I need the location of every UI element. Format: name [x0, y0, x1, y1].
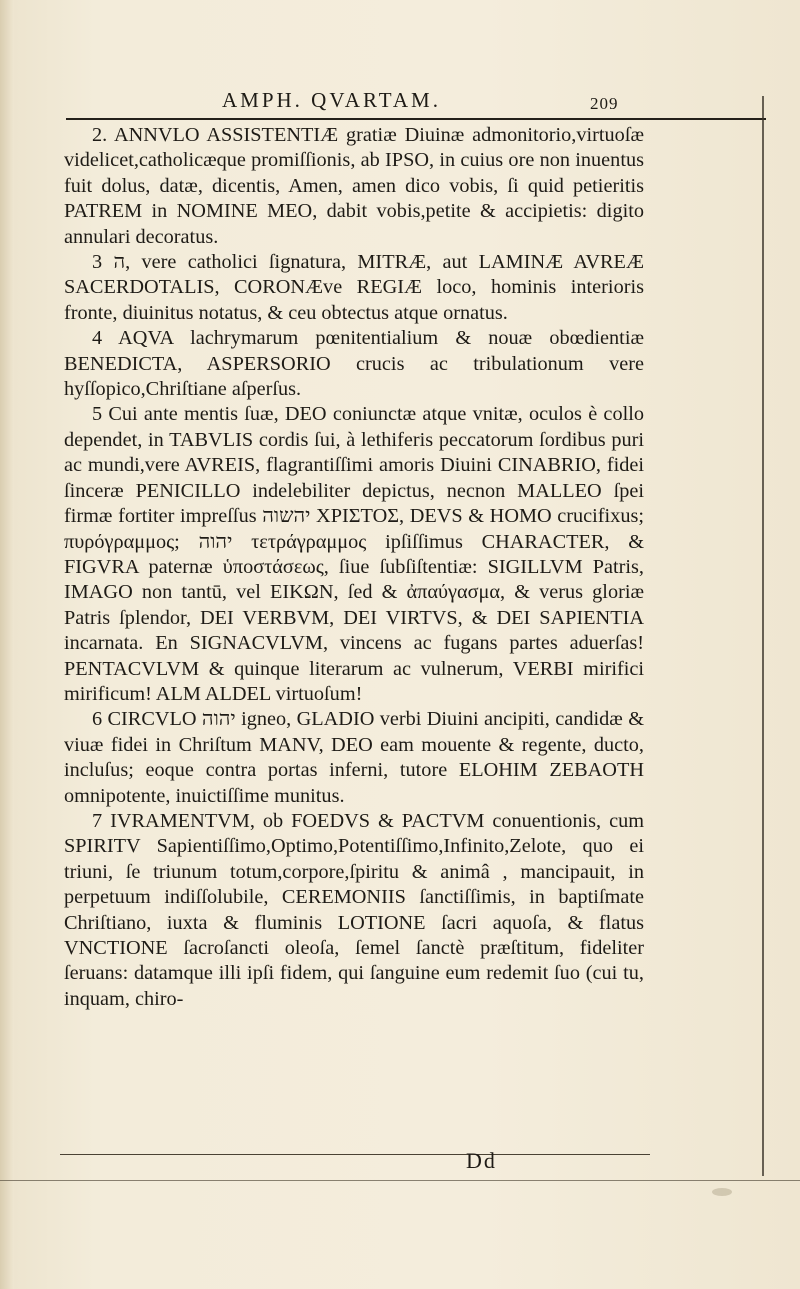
paragraph-5: 5 Cui ante mentis ſuæ, DEO coniunctæ atque vnitæ, oculos è collo dependet, in TABVLIS cordis ſui, à lethiferis peccatorum ſordibus puri ac mundi,vere AVREIS, flagrantiſſimi amoris Diuini CINABRIO, fidei ſinceræ PENICILLO indelebiliter depictus, necnon MALLEO ſpei firmæ fortiter impreſſus יהשוה ΧΡΙΣΤΟΣ, DEVS & HOMO crucifixus; πυρόγραμμος; יהוה τετράγραμμος ipſiſſimus CHARACTER, & FIGVRA paternæ ὑποστάσεως, ſiue ſubſiſtentiæ: SIGILLVM Patris, IMAGO non tantū, vel ΕΙΚΩΝ, ſed & ἀπαύγασμα, & verus gloriæ Patris ſplendor, DEI VERBVM, DEI VIRTVS, & DEI SAPIENTIA incarnata. En SIGNACVLVM, vincens ac fugans partes aduerſas! PENTACVLVM & quinque literarum ac vulnerum, VERBI mirifici mirificum! ALM ALDEL virtuoſum! [64, 403, 644, 705]
paragraph-3: 3 ה, vere catholici ſignatura, MITRÆ, aut LAMINÆ AVREÆ SACERDOTALIS, CORONÆve REGIÆ loco, hominis interioris fronte, diuinitus notatus, & ceu obtectus atque ornatus. [64, 251, 644, 324]
footer-rule [60, 1154, 650, 1155]
margin-rule [762, 96, 764, 1176]
page-gutter [0, 0, 14, 1289]
body-text [64, 123, 644, 1012]
paragraph-4: 4 AQVA lachrymarum pœnitentialium & nouæ obœdientiæ BENEDICTA, ASPERSORIO crucis ac tribulationum vere hyſſopico,Chriſtiane aſperſus. [64, 327, 644, 401]
paragraph-2: 2. ANNVLO ASSISTENTIÆ gratiæ Diuinæ admonitorio,virtuoſæ videlicet,catholicæque promiſſionis, ab IPSO, in cuius ore non inuentus fuit dolus, datæ, dicentis, Amen, amen dico vobis, ſi quid petieritis PATREM in NOMINE MEO, dabit vobis,petite & accipietis: digito annulari decoratus. [64, 124, 644, 248]
paragraph-7: 7 IVRAMENTVM, ob FOEDVS & PACTVM conuentionis, cum SPIRITV Sapientiſſimo,Optimo,Potentiſſimo,Infinito,Zelote, quo ei triuni, ſe triunum totum,corpore,ſpiritu & animâ , mancipauit, in perpetuum indiſſolubile, CEREMONIIS ſanctiſſimis, in baptiſmate Chriſtiano, iuxta & fluminis LOTIONE ſacri aquoſa, & flatus VNCTIONE ſacroſancti oleoſa, ſemel ſanctè præſtitum, fideliter ſeruans: datamque illi ipſi fidem, qui ſanguine eum redemit ſuo (cui tu, inquam, chiro- [64, 809, 644, 1010]
ink-smudge [712, 1188, 732, 1196]
bottom-rule [0, 1180, 800, 1181]
header-rule [66, 118, 766, 120]
running-head: AMPH. QVARTAM. [222, 88, 441, 112]
signature-mark: Dd [466, 1148, 497, 1173]
page-number: 209 [590, 94, 619, 113]
paragraph-6: 6 CIRCVLO יהוה igneo, GLADIO verbi Diuini ancipiti, candidæ & viuæ fidei in Chriſtum MANV, DEO eam mouente & regente, ducto, incluſus; eoque contra portas inferni, tutore ELOHIM ZEBAOTH omnipotente, inuictiſſime munitus. [64, 708, 644, 807]
page-header [0, 86, 800, 116]
